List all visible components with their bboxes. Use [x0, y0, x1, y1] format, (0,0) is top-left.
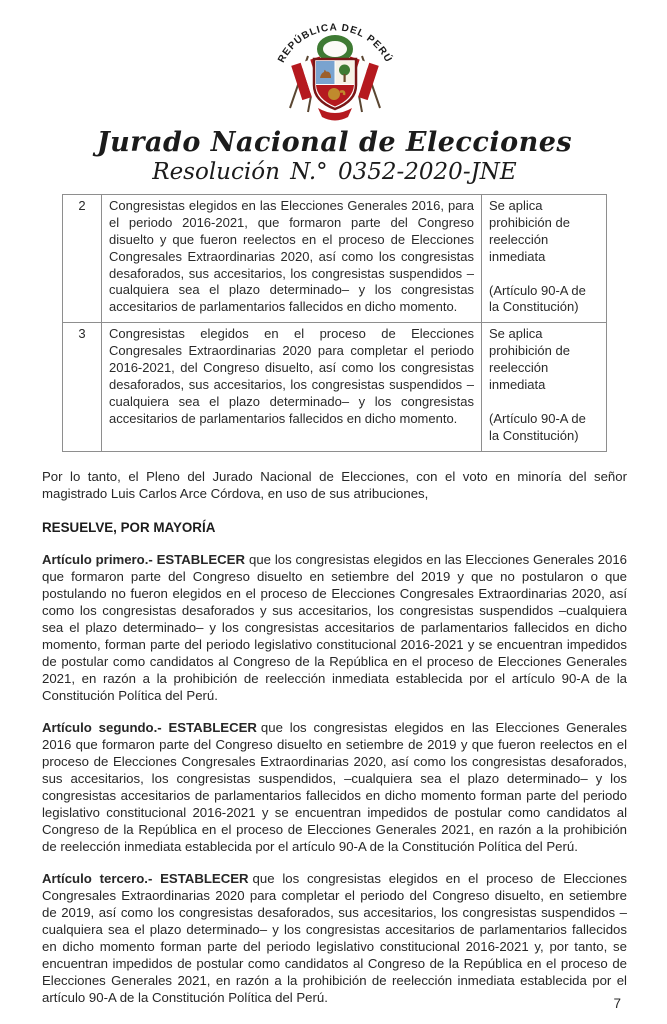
table-row	[63, 323, 607, 451]
article-paragraph-segundo	[42, 719, 627, 855]
row-ruling-cell	[482, 195, 607, 323]
article-paragraph-primero	[42, 551, 627, 704]
emblem-arched-text: REPÚBLICA DEL PERÚ	[275, 22, 394, 65]
article-label: Artículo primero.- ESTABLECER	[42, 551, 246, 567]
row-description: Congresistas elegidos en las Elecciones Generales 2016, para el periodo 2016-2021, que formaron parte del Congreso disuelto y que fueron reelectos en el proceso de Elecciones Congresales Extraordinarias 2020, así como los congresistas desaforados, sus accesitarios, los congresistas suspendidos –cualquiera sea el plazo determinado– y los congresistas accesitarios de parlamentarios fallecidos en dicho momento.	[102, 195, 482, 323]
article-text: que los congresistas elegidos en el proceso de Elecciones Congresales Extraordinarias 2020 para completar el periodo del Congreso disuelto, en setiembre de 2019, así como los congresistas desaforados, sus accesitarios, los congresistas suspendidos –cualquiera sea el plazo determinado– y los congresistas accesitarios de parlamentarios fallecidos en dicho momento forman parte del periodo legislativo constitucional 2016-2021 y, por tanto, se encuentran impedidos de postular como candidatos al Congreso de la República en el proceso de Elecciones Generales 2021, en razón a la prohibición de reelección inmediata establecida por el artículo 90-A de la Constitución Política del Perú.	[42, 870, 628, 1005]
table-row	[63, 195, 607, 323]
sanctions-table	[62, 194, 607, 452]
article-label: Artículo segundo.- ESTABLECER	[42, 719, 257, 735]
shield	[314, 59, 356, 109]
resolution-number: Resolución N.° 0352-2020-JNE	[152, 159, 517, 185]
resolve-heading: RESUELVE, POR MAYORÍA	[42, 519, 216, 535]
tree-icon	[339, 65, 350, 76]
row-ruling-cell	[482, 323, 607, 451]
cornucopia-icon	[328, 88, 340, 100]
article-text: que los congresistas elegidos en las Elecciones Generales 2016 que formaron parte del Congreso disuelto en setiembre del 2019 y que no postularon o que postulando no fueron elegidos en el proceso de Elecciones Congresales Extraordinarias 2020, así como los congresistas desaforados y sus accesitarios, los congresistas suspendidos –cualquiera sea el plazo determinado– y los congresistas accesitarios de parlamentarios fallecidos en dicho momento, forman parte del periodo legislativo constitucional 2016-2021 y se encuentran impedidos de postular como candidatos al Congreso de la República en el proceso de Elecciones Generales 2021, en razón a la prohibición de reelección inmediata establecida por el artículo 90-A de la Constitución Política del Perú.	[42, 551, 628, 703]
row-number-cell: 2	[63, 195, 102, 323]
article-label: Artículo tercero.- ESTABLECER	[42, 870, 249, 886]
ruling-reference: (Artículo 90-A de la Constitución)	[489, 282, 586, 315]
row-description: Congresistas elegidos en el proceso de Elecciones Congresales Extraordinarias 2020 para completar el periodo 2016-2021, del Congreso disuelto, así como los congresistas desaforados, sus accesitarios, los congresistas suspendidos –cualquiera sea el plazo determinado– y los congresistas accesitarios de parlamentarios fallecidos en dicho momento.	[102, 323, 482, 451]
peru-coat-of-arms-icon	[274, 12, 396, 126]
intro-paragraph: Por lo tanto, el Pleno del Jurado Nacional de Elecciones, con el voto en minoría del señor magistrado Luis Carlos Arce Córdova, en uso de sus atribuciones,	[42, 468, 627, 501]
national-emblem	[42, 0, 627, 126]
article-paragraph-tercero	[42, 870, 627, 1006]
row-number-cell: 3	[63, 323, 102, 451]
page-number: 7	[613, 996, 621, 1011]
tree-trunk	[343, 74, 345, 82]
ruling-reference: (Artículo 90-A de la Constitución)	[489, 410, 586, 443]
institution-title: Jurado Nacional de Elecciones	[96, 127, 573, 158]
ruling-text: Se aplica prohibición de reelección inmediata	[489, 198, 570, 264]
article-text: que los congresistas elegidos en las Elecciones Generales 2016 que formaron parte del Congreso disuelto en setiembre de 2019 y que fueron reelectos en el proceso de Elecciones Congresales Extraordinarias 2020, así como los congresistas desaforados, sus accesitarios, los congresistas suspendidos, –cualquiera sea el plazo determinado– y los congresistas accesitarios de parlamentarios fallecidos en dicho momento forman parte del periodo legislativo constitucional 2016-2021 y se encuentran impedidos de postular como candidatos al Congreso de la República en el proceso de Elecciones Generales 2021, en razón a la prohibición de reelección inmediata establecida por el artículo 90-A de la Constitución Política del Perú.	[42, 719, 627, 854]
ruling-text: Se aplica prohibición de reelección inmediata	[489, 326, 570, 393]
laurel-wreath	[320, 38, 350, 60]
